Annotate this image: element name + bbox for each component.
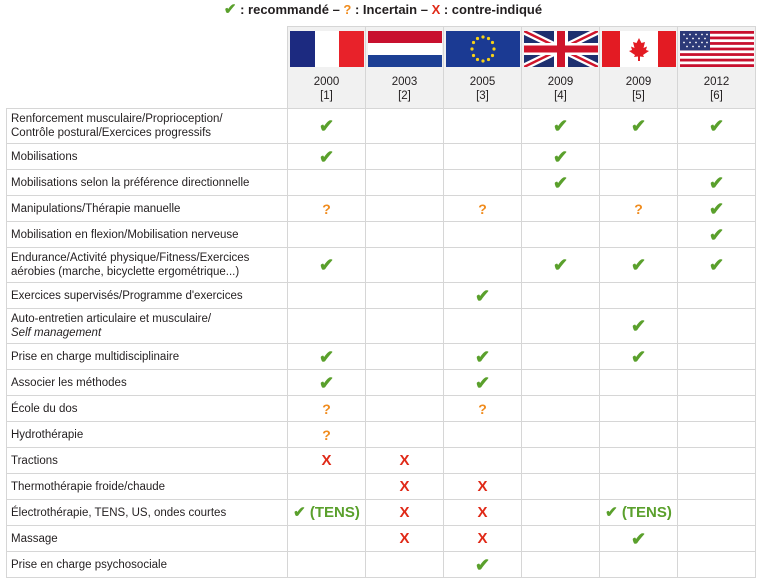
legend-contraindicated-text: : contre-indiqué bbox=[440, 2, 543, 17]
table-cell bbox=[678, 144, 756, 170]
table-cell: X bbox=[444, 500, 522, 526]
table-cell bbox=[678, 309, 756, 344]
table-cell bbox=[600, 552, 678, 578]
table-cell bbox=[600, 448, 678, 474]
table-cell: ? bbox=[444, 396, 522, 422]
european-union-flag-icon bbox=[446, 31, 520, 67]
column-header-united-states bbox=[678, 27, 756, 109]
column-ref: [2] bbox=[398, 90, 411, 102]
legend bbox=[0, 2, 766, 18]
row-label-line: Self management bbox=[11, 327, 102, 339]
table-row bbox=[7, 344, 756, 370]
table-cell: ✔ bbox=[522, 170, 600, 196]
table-cell: ✔ bbox=[444, 344, 522, 370]
table-cell bbox=[366, 309, 444, 344]
table-row bbox=[7, 474, 756, 500]
table-cell bbox=[366, 396, 444, 422]
table-cell bbox=[678, 500, 756, 526]
table-cell: ✔ bbox=[600, 248, 678, 283]
netherlands-flag-icon bbox=[368, 31, 442, 67]
row-label: Associer les méthodes bbox=[7, 370, 288, 396]
table-cell bbox=[678, 474, 756, 500]
table-cell bbox=[288, 309, 366, 344]
united-states-flag-icon bbox=[680, 31, 754, 67]
table-cell bbox=[522, 344, 600, 370]
column-ref: [6] bbox=[710, 90, 723, 102]
table-cell bbox=[522, 396, 600, 422]
legend-recommended-text: : recommandé – bbox=[236, 2, 344, 17]
france-flag-icon bbox=[290, 31, 364, 67]
table-cell: ✔ (TENS) bbox=[288, 500, 366, 526]
row-label: Mobilisation en flexion/Mobilisation nerveuse bbox=[7, 222, 288, 248]
table-cell: X bbox=[444, 526, 522, 552]
table-cell bbox=[600, 396, 678, 422]
table-cell bbox=[288, 170, 366, 196]
table-row bbox=[7, 422, 756, 448]
table-cell bbox=[600, 283, 678, 309]
table-cell: ✔ bbox=[522, 109, 600, 144]
table-cell bbox=[366, 370, 444, 396]
table-cell bbox=[444, 422, 522, 448]
table-cell bbox=[522, 526, 600, 552]
table-cell: X bbox=[366, 526, 444, 552]
table-cell bbox=[366, 283, 444, 309]
column-year: 2009 bbox=[547, 76, 574, 88]
table-row bbox=[7, 144, 756, 170]
canada-flag-icon bbox=[602, 31, 676, 67]
table-cell bbox=[366, 552, 444, 578]
table-cell bbox=[522, 500, 600, 526]
table-cell: ✔ bbox=[288, 248, 366, 283]
column-ref: [5] bbox=[632, 90, 645, 102]
column-ref: [1] bbox=[320, 90, 333, 102]
row-label: École du dos bbox=[7, 396, 288, 422]
table-row bbox=[7, 248, 756, 283]
column-ref: [4] bbox=[554, 90, 567, 102]
column-header-netherlands bbox=[366, 27, 444, 109]
column-header-united-kingdom bbox=[522, 27, 600, 109]
header-corner bbox=[7, 27, 288, 109]
table-cell bbox=[444, 248, 522, 283]
table-cell: ✔ bbox=[288, 344, 366, 370]
column-ref: [3] bbox=[476, 90, 489, 102]
table-cell bbox=[366, 222, 444, 248]
table-row bbox=[7, 448, 756, 474]
united-kingdom-flag-icon bbox=[524, 31, 598, 67]
table-cell: X bbox=[288, 448, 366, 474]
table-cell bbox=[678, 422, 756, 448]
table-cell bbox=[366, 422, 444, 448]
table-cell: ✔ bbox=[678, 109, 756, 144]
column-year: 2012 bbox=[703, 76, 730, 88]
table-cell: ✔ bbox=[600, 309, 678, 344]
table-row bbox=[7, 309, 756, 344]
row-label: Massage bbox=[7, 526, 288, 552]
table-cell: ✔ bbox=[600, 526, 678, 552]
table-cell bbox=[444, 309, 522, 344]
row-label: Hydrothérapie bbox=[7, 422, 288, 448]
guidelines-table bbox=[6, 26, 756, 578]
table-row bbox=[7, 109, 756, 144]
table-cell bbox=[600, 474, 678, 500]
column-year: 2000 bbox=[313, 76, 340, 88]
table-cell bbox=[678, 344, 756, 370]
table-cell bbox=[288, 474, 366, 500]
row-label: Mobilisations bbox=[7, 144, 288, 170]
row-label: Thermothérapie froide/chaude bbox=[7, 474, 288, 500]
table-cell bbox=[522, 283, 600, 309]
table-row bbox=[7, 500, 756, 526]
header-row bbox=[7, 27, 756, 109]
row-label: Mobilisations selon la préférence directionnelle bbox=[7, 170, 288, 196]
table-row bbox=[7, 222, 756, 248]
row-label: Manipulations/Thérapie manuelle bbox=[7, 196, 288, 222]
table-cell bbox=[522, 309, 600, 344]
table-cell: X bbox=[366, 474, 444, 500]
table-row bbox=[7, 526, 756, 552]
table-row bbox=[7, 196, 756, 222]
table-cell bbox=[600, 422, 678, 448]
table-cell: ✔ bbox=[444, 552, 522, 578]
table-cell bbox=[522, 422, 600, 448]
table-cell bbox=[678, 526, 756, 552]
table-cell bbox=[444, 144, 522, 170]
row-label-line: aérobies (marche, bicyclette ergométrique...) bbox=[11, 266, 240, 278]
table-cell bbox=[678, 448, 756, 474]
table-cell bbox=[522, 370, 600, 396]
table-cell: ? bbox=[288, 196, 366, 222]
table-cell: ? bbox=[444, 196, 522, 222]
row-label-line: Endurance/Activité physique/Fitness/Exercices bbox=[11, 252, 250, 264]
table-cell bbox=[600, 222, 678, 248]
table-cell bbox=[522, 196, 600, 222]
row-label bbox=[7, 248, 288, 283]
table-cell: ✔ bbox=[444, 370, 522, 396]
table-cell bbox=[678, 396, 756, 422]
row-label bbox=[7, 309, 288, 344]
table-cell: ? bbox=[288, 396, 366, 422]
column-year: 2009 bbox=[625, 76, 652, 88]
table-cell bbox=[366, 170, 444, 196]
table-cell: ✔ bbox=[678, 196, 756, 222]
table-cell: X bbox=[444, 474, 522, 500]
table-row bbox=[7, 396, 756, 422]
table-cell: ✔ bbox=[522, 248, 600, 283]
table-cell: ✔ bbox=[288, 370, 366, 396]
row-label: Prise en charge multidisciplinaire bbox=[7, 344, 288, 370]
table-cell bbox=[288, 283, 366, 309]
table-cell bbox=[678, 552, 756, 578]
table-cell bbox=[444, 170, 522, 196]
table-cell: ✔ bbox=[678, 248, 756, 283]
legend-contraindicated-icon: X bbox=[431, 2, 441, 17]
table-cell: ✔ bbox=[678, 170, 756, 196]
table-cell bbox=[444, 448, 522, 474]
row-label: Électrothérapie, TENS, US, ondes courtes bbox=[7, 500, 288, 526]
table-cell: ✔ bbox=[678, 222, 756, 248]
table-cell bbox=[522, 448, 600, 474]
row-label-line: Auto-entretien articulaire et musculaire/ bbox=[11, 313, 212, 325]
table-cell bbox=[366, 344, 444, 370]
table-cell bbox=[600, 144, 678, 170]
row-label: Tractions bbox=[7, 448, 288, 474]
row-label: Prise en charge psychosociale bbox=[7, 552, 288, 578]
row-label-line: Contrôle postural/Exercices progressifs bbox=[11, 127, 212, 139]
table-cell bbox=[288, 222, 366, 248]
table-cell: ✔ bbox=[288, 109, 366, 144]
table-cell bbox=[288, 526, 366, 552]
table-cell: ✔ bbox=[600, 109, 678, 144]
column-year: 2003 bbox=[391, 76, 418, 88]
table-cell bbox=[522, 552, 600, 578]
row-label-line: Renforcement musculaire/Proprioception/ bbox=[11, 113, 223, 125]
legend-uncertain-text: : Incertain – bbox=[351, 2, 432, 17]
table-cell bbox=[288, 552, 366, 578]
table-row bbox=[7, 370, 756, 396]
table-cell bbox=[522, 222, 600, 248]
table-row bbox=[7, 552, 756, 578]
table-cell: X bbox=[366, 500, 444, 526]
table-cell bbox=[444, 222, 522, 248]
table-cell: ? bbox=[600, 196, 678, 222]
row-label bbox=[7, 109, 288, 144]
table-cell bbox=[678, 370, 756, 396]
column-header-canada bbox=[600, 27, 678, 109]
column-year: 2005 bbox=[469, 76, 496, 88]
table-cell: ✔ (TENS) bbox=[600, 500, 678, 526]
table-cell bbox=[366, 196, 444, 222]
table-cell bbox=[600, 170, 678, 196]
row-label: Exercices supervisés/Programme d'exercices bbox=[7, 283, 288, 309]
table-cell bbox=[366, 248, 444, 283]
table-row bbox=[7, 283, 756, 309]
table-cell: X bbox=[366, 448, 444, 474]
table-row bbox=[7, 170, 756, 196]
legend-uncertain-icon: ? bbox=[343, 2, 352, 17]
table-cell bbox=[678, 283, 756, 309]
table-cell: ✔ bbox=[444, 283, 522, 309]
table-cell: ✔ bbox=[600, 344, 678, 370]
table-cell bbox=[444, 109, 522, 144]
table-cell bbox=[522, 474, 600, 500]
column-header-france bbox=[288, 27, 366, 109]
table-cell bbox=[366, 109, 444, 144]
table-cell: ✔ bbox=[522, 144, 600, 170]
column-header-european-union bbox=[444, 27, 522, 109]
table-cell: ✔ bbox=[288, 144, 366, 170]
table-cell: ? bbox=[288, 422, 366, 448]
table-cell bbox=[600, 370, 678, 396]
table-cell bbox=[366, 144, 444, 170]
legend-check-icon: ✔ bbox=[223, 1, 237, 18]
